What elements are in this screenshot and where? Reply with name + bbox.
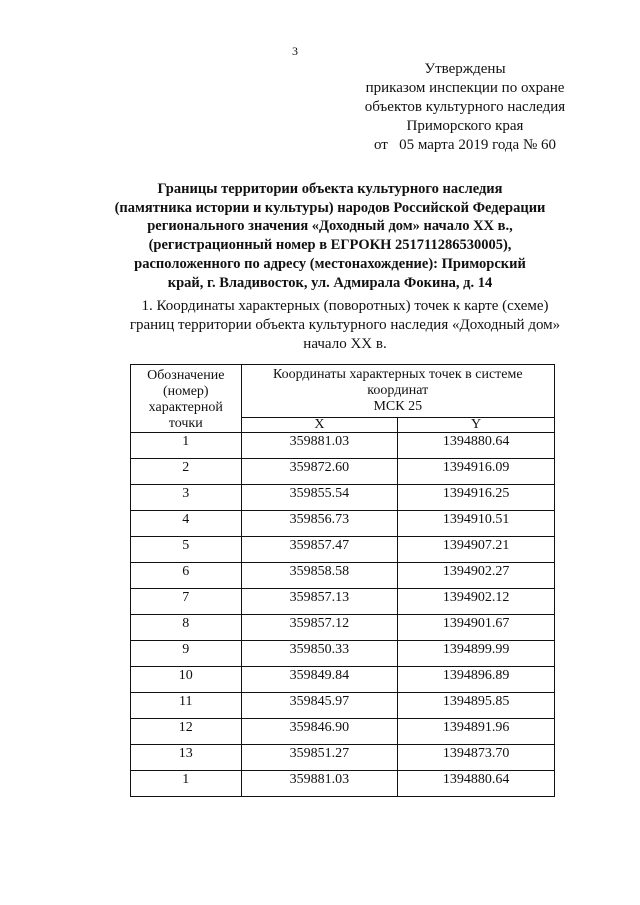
title-line: регионального значения «Доходный дом» начало XX в., (147, 218, 513, 235)
cell-point: 5 (131, 537, 242, 563)
table-row (131, 641, 555, 667)
cell-x: 359850.33 (241, 641, 398, 667)
section-heading-line: начало XX в. (303, 336, 387, 352)
table-row (131, 667, 555, 693)
cell-point: 6 (131, 563, 242, 589)
table-row (131, 589, 555, 615)
page-number: 3 (292, 44, 298, 58)
header-point-designation: Обозначение (номер) характерной точки (131, 365, 242, 433)
cell-y: 1394907.21 (398, 537, 555, 563)
cell-y: 1394916.09 (398, 459, 555, 485)
title-line: расположенного по адресу (местонахождение): Приморский (134, 255, 526, 272)
approval-line: от 05 марта 2019 года № 60 (373, 137, 557, 153)
cell-x: 359857.13 (241, 589, 398, 615)
cell-point: 10 (131, 667, 242, 693)
table-row (131, 719, 555, 745)
cell-y: 1394916.25 (398, 485, 555, 511)
header-y: Y (398, 417, 555, 432)
document-title (100, 180, 560, 292)
cell-y: 1394902.12 (398, 589, 555, 615)
cell-x: 359856.73 (241, 511, 398, 537)
cell-point: 11 (131, 693, 242, 719)
table-row (131, 537, 555, 563)
header-coordinate-system: Координаты характерных точек в системе координат МСК 25 (241, 365, 554, 418)
cell-point: 4 (131, 511, 242, 537)
approval-line: Приморского края (406, 118, 524, 134)
cell-x: 359855.54 (241, 485, 398, 511)
table-row (131, 485, 555, 511)
coordinates-table (130, 364, 555, 797)
cell-point: 9 (131, 641, 242, 667)
table-row (131, 563, 555, 589)
table-row (131, 511, 555, 537)
cell-point: 1 (131, 433, 242, 459)
table-row (131, 433, 555, 459)
approval-block (350, 60, 580, 155)
table-row (131, 693, 555, 719)
cell-y: 1394901.67 (398, 615, 555, 641)
cell-y: 1394896.89 (398, 667, 555, 693)
cell-y: 1394880.64 (398, 771, 555, 797)
cell-point: 1 (131, 771, 242, 797)
approval-line: Утверждены (424, 61, 506, 77)
cell-y: 1394880.64 (398, 433, 555, 459)
header-x: X (241, 417, 398, 432)
cell-point: 12 (131, 719, 242, 745)
section-heading-line: 1. Координаты характерных (поворотных) точек к карте (схеме) (141, 298, 549, 314)
table-row (131, 459, 555, 485)
table-row (131, 771, 555, 797)
cell-point: 3 (131, 485, 242, 511)
cell-y: 1394910.51 (398, 511, 555, 537)
cell-point: 8 (131, 615, 242, 641)
cell-x: 359857.12 (241, 615, 398, 641)
title-line: (регистрационный номер в ЕГРОКН 251711286530005), (148, 237, 512, 254)
cell-x: 359846.90 (241, 719, 398, 745)
cell-y: 1394873.70 (398, 745, 555, 771)
title-line: край, г. Владивосток, ул. Адмирала Фокина, д. 14 (167, 274, 493, 291)
cell-x: 359845.97 (241, 693, 398, 719)
cell-y: 1394902.27 (398, 563, 555, 589)
cell-x: 359881.03 (241, 771, 398, 797)
title-line: Границы территории объекта культурного наследия (157, 181, 503, 197)
cell-x: 359881.03 (241, 433, 398, 459)
cell-x: 359849.84 (241, 667, 398, 693)
cell-point: 2 (131, 459, 242, 485)
title-line: (памятника истории и культуры) народов Российской Федерации (114, 199, 546, 216)
cell-y: 1394895.85 (398, 693, 555, 719)
table-row (131, 745, 555, 771)
approval-line: приказом инспекции по охране (365, 80, 565, 96)
cell-x: 359851.27 (241, 745, 398, 771)
cell-point: 7 (131, 589, 242, 615)
cell-point: 13 (131, 745, 242, 771)
cell-x: 359858.58 (241, 563, 398, 589)
cell-x: 359857.47 (241, 537, 398, 563)
cell-y: 1394891.96 (398, 719, 555, 745)
approval-line: объектов культурного наследия (364, 99, 566, 115)
cell-x: 359872.60 (241, 459, 398, 485)
section-heading (100, 297, 590, 354)
cell-y: 1394899.99 (398, 641, 555, 667)
section-heading-line: границ территории объекта культурного наследия «Доходный дом» (129, 317, 561, 333)
table-row (131, 615, 555, 641)
